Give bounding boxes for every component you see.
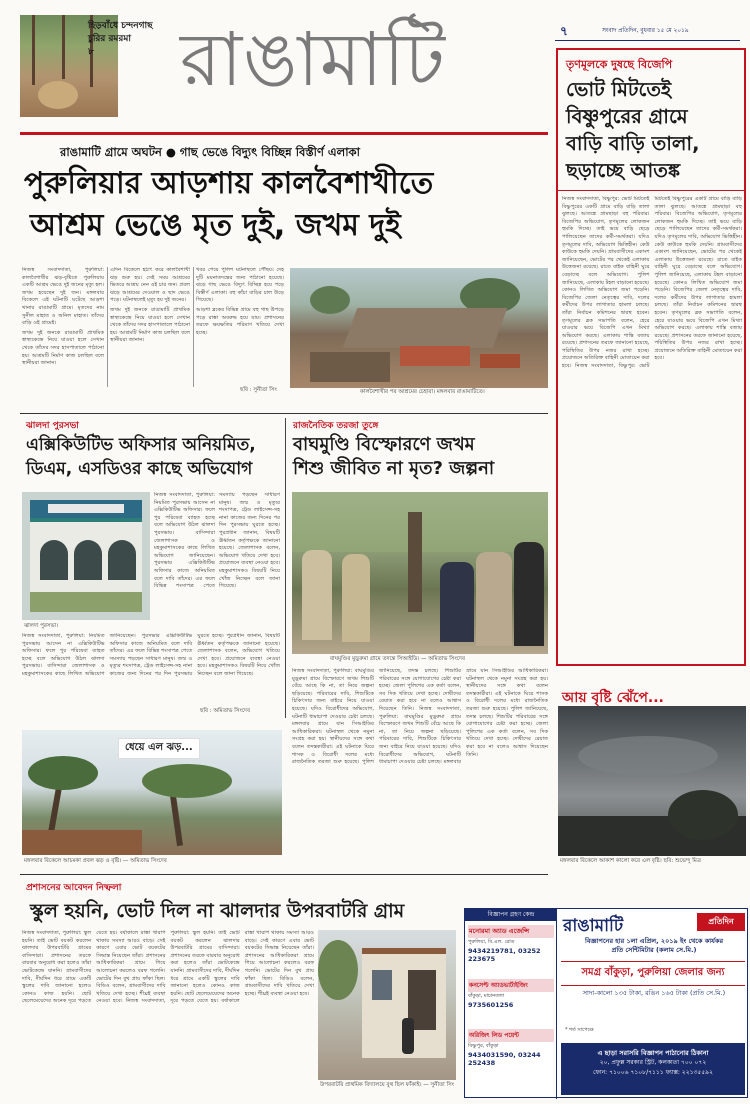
teaser-title: হিড়বাঁধে চন্দনগাছ চুরির রমরমা [88,21,153,44]
ad-agent-2: কনসেপ্ট অ্যাডভার্টাইজিং বাঁকুড়া, মাচানতলা 9735601256 [468,979,554,1009]
lead-byline: ছবি : সুনীতা সিং [240,387,277,393]
storm-caption: মঙ্গলবার বিকেলে আচমকা প্রবল ঝড় ও বৃষ্টি। — অমিতাভ সিংদেব [24,858,167,864]
teaser-text[interactable] [88,20,173,59]
bomb-headline-2[interactable]: শিশু জীবিত না মৃত? জল্পনা [293,458,495,479]
ad-agent-1: মনোরমা অ্যাড এজেন্সি পুরুলিয়া, বি.এল. রোড 9434219781, 03252 223675 [468,925,554,963]
bomb-photo-caption: বাঘমুণ্ডির মুড়ুরুমা গ্রামে তদন্তে সিআইডি। — অমিতাভ সিংদেব [330,656,465,662]
jhalda-headline-2[interactable]: ডিএম, এসডিওর কাছে অভিযোগ [26,459,253,479]
ad-block[interactable] [464,908,748,1098]
ad-center-title: বিজ্ঞাপন গ্রহণ কেন্দ্র [465,909,557,921]
masthead: রাঙামাটি [180,17,446,103]
jhalda-kicker: ঝালদা পুরসভা [26,421,79,431]
ad-region: সমগ্র বাঁকুড়া, পুরুলিয়া জেলার জন্য [561,961,745,986]
storm-tag: ধেয়ে এল ঝড়... [118,738,200,759]
lead-body-col2: এদিন বিকেলে হঠাৎ করে কালবৈশাখী ঝড় শুরু হয়। সেই সময় আশ্রমের ভিতরে আশ্রয় নেন ওই চার জন। প্রবল ঝড়ে আশ্রমের দেওয়াল ও ছাদ ভেঙে পড়ে। ঘটনাস্থলেই মৃত্যু হয় দুই জনের। জখম দুই জনকে রাঙামাটি প্রাথমিক স্বাস্থ্যকেন্দ্রে নিয়ে যাওয়া হলে সেখান থেকে তাঁদের সদর হাসপাতালে পাঠানো হয়। আশ্রমটি নির্মাণ কাজ চলছিল বলে স্থানীয়রা জানান। [110,267,190,344]
lead-headline-1[interactable]: পুরুলিয়ার আড়শায় কালবৈশাখীতে [24,166,434,201]
jhalda-byline: ছবি : অমিতাভ সিংদেব [200,708,251,714]
school-booth-photo [318,930,456,1080]
bjp-body: নিজস্ব সংবাদদাতা, বিষ্ণুপুর: ভোট মিটতেই বিষ্ণুপুরের একটি গ্রামে বাড়ি বাড়ি তালা ঝুলছে। আতঙ্কে গ্রামছাড়া বহু পরিবার। বিজেপির অভিযোগ, তৃণমূলের লোকজন হুমকি দিচ্ছে। তাই ভয়ে বাড়ি ছেড়ে পালিয়েছেন তাদের কর্মী-সমর্থকরা। যদিও তৃণমূলের দাবি, অভিযোগ ভিত্তিহীন। কেউ কাউকে হুমকি দেয়নি। গ্রামবাসীদের একাংশ জানিয়েছেন, ভোটের পর থেকেই এলাকায় উত্তেজনা রয়েছে। রাতে বাইক বাহিনী ঘুরে বেড়াচ্ছে বলে অভিযোগ। পুলিশ জানিয়েছে, এলাকায় টহল বাড়ানো হয়েছে। কোনও লিখিত অভিযোগ জমা পড়েনি। বিজেপির জেলা নেতৃত্বের দাবি, দলের কর্মীদের উপর লাগাতার হামলা চলছে। তাঁরা নির্বাচন কমিশনের দ্বারস্থ হবেন। তৃণমূলের ব্লক সভাপতি বলেন, হেরে যাওয়ার ভয়ে বিজেপি এখন মিথ্যা অভিযোগ করছে। এলাকায় শান্তি বজায় রয়েছে। প্রশাসনের তরফে জানানো হয়েছে, পরিস্থিতির উপর নজর রাখা হচ্ছে। প্রয়োজনে অতিরিক্ত বাহিনী মোতায়েন করা হবে। নিজস্ব সংবাদদাতা, বিষ্ণুপুর: ভোট মিটতেই বিষ্ণুপুরের একটি গ্রামে বাড়ি বাড়ি তালা ঝুলছে। আতঙ্কে গ্রামছাড়া বহু পরিবার। বিজেপির অভিযোগ, তৃণমূলের লোকজন হুমকি দিচ্ছে। তাই ভয়ে বাড়ি ছেড়ে পালিয়েছেন তাদের কর্মী-সমর্থকরা। যদিও তৃণমূলের দাবি, অভিযোগ ভিত্তিহীন। কেউ কাউকে হুমকি দেয়নি। গ্রামবাসীদের একাংশ জানিয়েছেন, ভোটের পর থেকেই এলাকায় উত্তেজনা রয়েছে। রাতে বাইক বাহিনী ঘুরে বেড়াচ্ছে বলে অভিযোগ। পুলিশ জানিয়েছে, এলাকায় টহল বাড়ানো হয়েছে। কোনও লিখিত অভিযোগ জমা পড়েনি। বিজেপির জেলা নেতৃত্বের দাবি, দলের কর্মীদের উপর লাগাতার হামলা চলছে। তাঁরা নির্বাচন কমিশনের দ্বারস্থ হবেন। তৃণমূলের ব্লক সভাপতি বলেন, হেরে যাওয়ার ভয়ে বিজেপি এখন মিথ্যা অভিযোগ করছে। এলাকায় শান্তি বজায় রয়েছে। প্রশাসনের তরফে জানানো হয়েছে, পরিস্থিতির উপর নজর রাখা হচ্ছে। প্রয়োজনে অতিরিক্ত বাহিনী মোতায়েন করা হবে। [562,196,742,370]
page-number: ৭ [560,24,568,38]
school-kicker: প্রশাসনের আবেদন নিষ্ফলা [26,883,122,893]
ad-paper-logo: প্রতিদিন [697,913,745,931]
school-body: নিজস্ব সংবাদদাতা, পুরুলিয়া: স্কুল হয়নি। তাই ভোট বয়কট করলেন ঝালদার উপরবাটরি গ্রামের বাসিন্দারা। প্রশাসনের তরফে বারবার অনুরোধ করা হলেও তাঁরা ভোটকেন্দ্রে যাননি। গ্রামবাসীদের দাবি, দীর্ঘদিন ধরে গ্রামে একটি স্কুলের দাবি জানানো হলেও কোনও কাজ হয়নি। ছোট ছেলেমেয়েদের অনেক দূরে পড়তে যেতে হয়। বর্ষাকালে রাস্তা খারাপ থাকায় সমস্যা আরও বাড়ে। সেই কারণে এবার ভোট বয়কটের সিদ্ধান্ত নিয়েছেন তাঁরা। প্রশাসনের আধিকারিকরা গ্রামে গিয়ে আলোচনা করলেও বরফ গলেনি। ভোটের দিন বুথ প্রায় ফাঁকা ছিল। বিডিও বলেন, গ্রামবাসীদের দাবি খতিয়ে দেখা হচ্ছে। শীঘ্রই ব্যবস্থা নেওয়া হবে। নিজস্ব সংবাদদাতা, পুরুলিয়া: স্কুল হয়নি। তাই ভোট বয়কট করলেন ঝালদার উপরবাটরি গ্রামের বাসিন্দারা। প্রশাসনের তরফে বারবার অনুরোধ করা হলেও তাঁরা ভোটকেন্দ্রে যাননি। গ্রামবাসীদের দাবি, দীর্ঘদিন ধরে গ্রামে একটি স্কুলের দাবি জানানো হলেও কোনও কাজ হয়নি। ছোট ছেলেমেয়েদের অনেক দূরে পড়তে যেতে হয়। বর্ষাকালে রাস্তা খারাপ থাকায় সমস্যা আরও বাড়ে। সেই কারণে এবার ভোট বয়কটের সিদ্ধান্ত নিয়েছেন তাঁরা। প্রশাসনের আধিকারিকরা গ্রামে গিয়ে আলোচনা করলেও বরফ গলেনি। ভোটের দিন বুথ প্রায় ফাঁকা ছিল। বিডিও বলেন, গ্রামবাসীদের দাবি খতিয়ে দেখা হচ্ছে। শীঘ্রই ব্যবস্থা নেওয়া হবে। [22,930,314,1005]
jhalda-headline-1[interactable]: এক্সিকিউটিভ অফিসার অনিয়মিত, [26,435,256,455]
lead-body-col1: নিজস্ব সংবাদদাতা, পুরুলিয়া: কালবৈশাখীর ঝড়-বৃষ্টিতে পুরুলিয়ায় একটি আশ্রম ভেঙে দুই জনের মৃত্যু হল। জখম হয়েছেন দুই জন। মঙ্গলবার বিকেলে এই ঘটনাটি ঘটেছে আড়শা থানার রাঙামাটি গ্রামে। মৃতদের নাম সুনীল মাহাত ও অনিল মাহাত। তাঁদের বাড়ি ওই গ্রামেই। জখম দুই জনকে রাঙামাটি প্রাথমিক স্বাস্থ্যকেন্দ্রে নিয়ে যাওয়া হলে সেখান থেকে তাঁদের সদর হাসপাতালে পাঠানো হয়। আশ্রমটি নির্মাণ কাজ চলছিল বলে স্থানীয়রা জানান। [22,267,104,367]
ad-office: এ ছাড়া সরাসরি বিজ্ঞাপন পাঠানোর ঠিকানা ২০, প্রফুল্ল সরকার স্ট্রিট, কলকাতা ৭০০ ০৭২ ফোন: ৭১০০৬ ৭১০৮/৭১১১ ফ্যাক্স: ২২১৩৫৫৯২ [561,1043,745,1095]
bjp-kicker: তৃণমূলকে দুষছে বিজেপি [566,58,673,71]
cid-investigation-photo [292,492,548,654]
lead-body-col3: খবর পেয়ে পুলিশ ঘটনাস্থলে পৌঁছয়। দেহ দুটি ময়নাতদন্তের জন্য পাঠানো হয়েছে। ঝড়ে গাছ ভেঙে বিদ্যুৎ বিচ্ছিন্ন হয়ে পড়ে বিস্তীর্ণ এলাকা। বহু কাঁচা বাড়ির চাল উড়ে গিয়েছে। আড়শা ব্লকের বিভিন্ন গ্রামে বহু গাছ উপড়ে পড়ে রাস্তা অবরুদ্ধ হয়ে যায়। প্রশাসনের তরফে ক্ষয়ক্ষতির পরিমাণ খতিয়ে দেখা হচ্ছে। [196,267,284,336]
jhalda-body-bottom: নিজস্ব সংবাদদাতা, পুরুলিয়া: নিয়মিত পুরসভায় আসেন না এক্সিকিউটিভ অফিসার। ফলে পুর পরিষেবা ব্যাহত হচ্ছে বলে অভিযোগ উঠল ঝালদা পুরসভায়। বাসিন্দারা জেলাশাসক ও মহকুমাশাসকের কাছে লিখিত অভিযোগ জানিয়েছেন। পুরসভার এক্সিকিউটিভ অফিসার কাজে অনিয়মিত বলে দাবি তাঁদের। এর ফলে বিভিন্ন শংসাপত্র পেতে সমস্যায় পড়ছেন সাধারণ মানুষ। জন্ম ও মৃত্যুর শংসাপত্র, ট্রেড লাইসেন্স-সহ নানা কাজের জন্য দিনের পর দিন পুরসভায় ঘুরতে হচ্ছে। পুরপ্রধান জানান, বিষয়টি ঊর্ধ্বতন কর্তৃপক্ষকে জানানো হয়েছে। জেলাশাসক বলেন, অভিযোগ খতিয়ে দেখা হবে। প্রয়োজনে ব্যবস্থা নেওয়া হবে। মহকুমাশাসকও বিষয়টি নিয়ে খোঁজ নিচ্ছেন বলে জানা গিয়েছে। [22,633,280,677]
rain-clouds-photo [558,706,746,856]
ad-agent-3: অরিজিৎ লিড পয়েন্ট বিষ্ণুপুর, বাঁকুড়া 9434031590, 03244 252438 [468,1029,554,1067]
lead-photo-caption: কালবৈশাখীর পর আশ্রমের চেহারা। মঙ্গলবার রাঙামাটিতে। [360,389,485,395]
header-rule [20,132,548,135]
bomb-headline-1[interactable]: বাঘমুণ্ডি বিস্ফোরণে জখম [293,434,475,455]
bomb-body: নিজস্ব সংবাদদাতা, পুরুলিয়া: বাঘমুণ্ডির মুড়ুরুমা গ্রামে বিস্ফোরণে জখম শিশুটি বেঁচে আছে কি না, তা নিয়ে জল্পনা ছড়িয়েছে। পরিবারের দাবি, শিশুটিকে চিকিৎসার জন্য বাইরে নিয়ে যাওয়া হয়েছে। যদিও বিরোধীদের অভিযোগ, ঘটনাটি ধামাচাপা দেওয়ার চেষ্টা চলছে। মঙ্গলবার গ্রামে যান সিআইডির আধিকারিকরা। ঘটনাস্থল থেকে নমুনা সংগ্রহ করা হয়। স্থানীয়দের সঙ্গে কথা বলেন তদন্তকারীরা। এই ঘটনাকে ঘিরে শাসক ও বিরোধী দলের মধ্যে রাজনৈতিক তরজা শুরু হয়েছে। পুলিশ জানিয়েছে, তদন্ত চলছে। শিশুটির পরিবারের সঙ্গে যোগাযোগের চেষ্টা করা হচ্ছে। জেলা পুলিশের এক কর্তা বলেন, সব দিক খতিয়ে দেখা হচ্ছে। দোষীদের রেয়াত করা হবে না বলেও আশ্বাস দিয়েছেন তিনি। নিজস্ব সংবাদদাতা, পুরুলিয়া: বাঘমুণ্ডির মুড়ুরুমা গ্রামে বিস্ফোরণে জখম শিশুটি বেঁচে আছে কি না, তা নিয়ে জল্পনা ছড়িয়েছে। পরিবারের দাবি, শিশুটিকে চিকিৎসার জন্য বাইরে নিয়ে যাওয়া হয়েছে। যদিও বিরোধীদের অভিযোগ, ঘটনাটি ধামাচাপা দেওয়ার চেষ্টা চলছে। মঙ্গলবার গ্রামে যান সিআইডির আধিকারিকরা। ঘটনাস্থল থেকে নমুনা সংগ্রহ করা হয়। স্থানীয়দের সঙ্গে কথা বলেন তদন্তকারীরা। এই ঘটনাকে ঘিরে শাসক ও বিরোধী দলের মধ্যে রাজনৈতিক তরজা শুরু হয়েছে। পুলিশ জানিয়েছে, তদন্ত চলছে। শিশুটির পরিবারের সঙ্গে যোগাযোগের চেষ্টা করা হচ্ছে। জেলা পুলিশের এক কর্তা বলেন, সব দিক খতিয়ে দেখা হচ্ছে। দোষীদের রেয়াত করা হবে না বলেও আশ্বাস দিয়েছেন তিনি। [292,668,548,766]
school-headline[interactable]: স্কুল হয়নি, ভোট দিল না ঝালদার উপরবাটরি গ্রাম [30,900,405,922]
ad-brand: রাঙামাটি [563,916,624,936]
ad-note: * শর্ত সাপেক্ষে [565,1027,594,1033]
bjp-headline[interactable]: ভোট মিটতেই বিষ্ণুপুরের গ্রামে বাড়ি বাড়ি তালা, ছড়াচ্ছে আতঙ্ক [566,78,700,182]
bomb-kicker: রাজনৈতিক তরজা তুঙ্গে [293,421,379,431]
school-caption: উপরবাটরি প্রাথমিক বিদ্যালয়ে বুথ ছিল ফাঁকাই। — সুনীতা সিং [320,1082,455,1088]
jhalda-municipality-photo [22,492,150,620]
ad-rates: সাদা-কালো ১৩৫ টাকা, রঙিন ১৬৫ টাকা (প্রতি সে.মি.) [582,989,726,997]
rain-caption: মঙ্গলবার বিকেলে আকাশ কালো করে এল বৃষ্টি। ছবি: শুভেন্দু মিত্র [560,858,701,864]
teaser-page: ৮ [88,47,94,57]
ad-offer: বিজ্ঞাপনের হার ১লা এপ্রিল, ২০১৯ ইং থেকে কার্যকর প্রতি সেন্টিমিটার (কলাম সে.মি.) [584,937,724,954]
jhalda-body-right: নিজস্ব সংবাদদাতা, পুরুলিয়া: নিয়মিত পুরসভায় আসেন না এক্সিকিউটিভ অফিসার। ফলে পুর পরিষেবা ব্যাহত হচ্ছে বলে অভিযোগ উঠল ঝালদা পুরসভায়। বাসিন্দারা জেলাশাসক ও মহকুমাশাসকের কাছে লিখিত অভিযোগ জানিয়েছেন। পুরসভার এক্সিকিউটিভ অফিসার কাজে অনিয়মিত বলে দাবি তাঁদের। এর ফলে বিভিন্ন শংসাপত্র পেতে সমস্যায় পড়ছেন সাধারণ মানুষ। জন্ম ও মৃত্যুর শংসাপত্র, ট্রেড লাইসেন্স-সহ নানা কাজের জন্য দিনের পর দিন পুরসভায় ঘুরতে হচ্ছে। পুরপ্রধান জানান, বিষয়টি ঊর্ধ্বতন কর্তৃপক্ষকে জানানো হয়েছে। জেলাশাসক বলেন, অভিযোগ খতিয়ে দেখা হবে। প্রয়োজনে ব্যবস্থা নেওয়া হবে। মহকুমাশাসকও বিষয়টি নিয়ে খোঁজ নিচ্ছেন বলে জানা গিয়েছে। [154,492,280,590]
jhalda-photo-caption: ঝালদা পুরসভা। [24,623,59,629]
collapsed-ashram-photo [290,268,548,388]
rain-title: আয় বৃষ্টি ঝেঁপে... [562,690,664,706]
lead-headline-2[interactable]: আশ্রম ভেঙে মৃত দুই, জখম দুই [30,208,401,243]
strap: রাঙামাটি গ্রামে অঘটন ● গাছ ভেঙে বিদ্যুৎ বিচ্ছিন্ন বিস্তীর্ণ এলাকা [60,145,360,159]
dateline: সংবাদ প্রতিদিন, বুধবার ১৫ মে ২০১৯ [602,28,689,34]
